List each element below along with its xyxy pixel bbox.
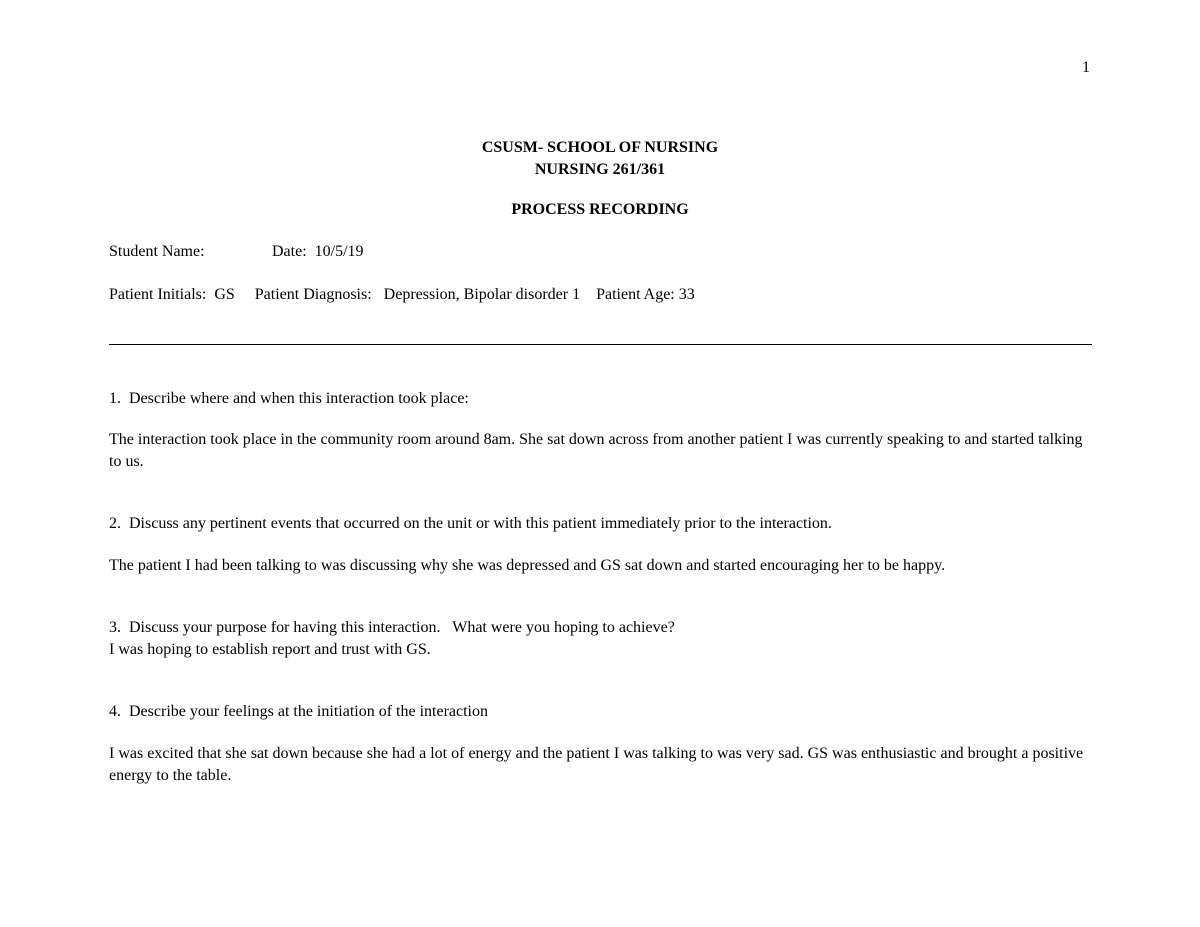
- patient-info-row: [109, 284, 695, 306]
- student-info-row: [109, 241, 364, 263]
- patient-age-value: 33: [678, 286, 695, 303]
- page-number: 1: [1082, 59, 1090, 76]
- patient-diagnosis-value: Depression, Bipolar disorder 1: [383, 286, 581, 303]
- question-number: 4.: [109, 703, 121, 720]
- answer-block-2: [109, 555, 1092, 577]
- question-1: [109, 388, 1092, 410]
- school-name: CSUSM- SCHOOL OF NURSING: [481, 139, 719, 156]
- question-block-3: [109, 617, 1092, 661]
- question-4: [109, 701, 1092, 723]
- patient-age-label: Patient Age:: [596, 286, 675, 303]
- question-number: 1.: [109, 390, 121, 407]
- question-2: [109, 513, 1092, 535]
- question-block-2: [109, 513, 1092, 535]
- question-number: 3.: [109, 619, 121, 636]
- answer-4: I was excited that she sat down because she had a lot of energy and the patient I was talking to was very sad. GS was enthusiastic and brought a positive energy to the table.: [109, 745, 1084, 784]
- answer-3: I was hoping to establish report and trust with GS.: [109, 641, 431, 658]
- question-number: 2.: [109, 515, 121, 532]
- student-name-label: Student Name:: [109, 243, 205, 260]
- question-block-1: [109, 388, 1092, 410]
- question-text: Describe your feelings at the initiation of the interaction: [129, 703, 488, 720]
- patient-initials-value: GS: [214, 286, 235, 303]
- answer-block-1: [109, 429, 1092, 473]
- question-3: [109, 617, 1092, 639]
- question-text: Discuss your purpose for having this interaction. What were you hoping to achieve?: [129, 619, 675, 636]
- document-header: [0, 137, 1200, 181]
- horizontal-divider: [109, 344, 1092, 345]
- answer-1: The interaction took place in the community room around 8am. She sat down across from another patient I was currently speaking to and started talking to us.: [109, 431, 1083, 470]
- course-name: NURSING 261/361: [534, 161, 666, 178]
- question-block-4: [109, 701, 1092, 723]
- date-label: Date:: [272, 243, 307, 260]
- answer-block-4: [109, 743, 1092, 787]
- date-value: 10/5/19: [314, 243, 364, 260]
- question-text: Describe where and when this interaction took place:: [129, 390, 469, 407]
- document-title: PROCESS RECORDING: [511, 201, 689, 218]
- patient-initials-label: Patient Initials:: [109, 286, 207, 303]
- question-text: Discuss any pertinent events that occurred on the unit or with this patient immediately prior to the interaction.: [129, 515, 832, 532]
- answer-2: The patient I had been talking to was discussing why she was depressed and GS sat down and started encouraging her to be happy.: [109, 557, 946, 574]
- patient-diagnosis-label: Patient Diagnosis:: [254, 286, 372, 303]
